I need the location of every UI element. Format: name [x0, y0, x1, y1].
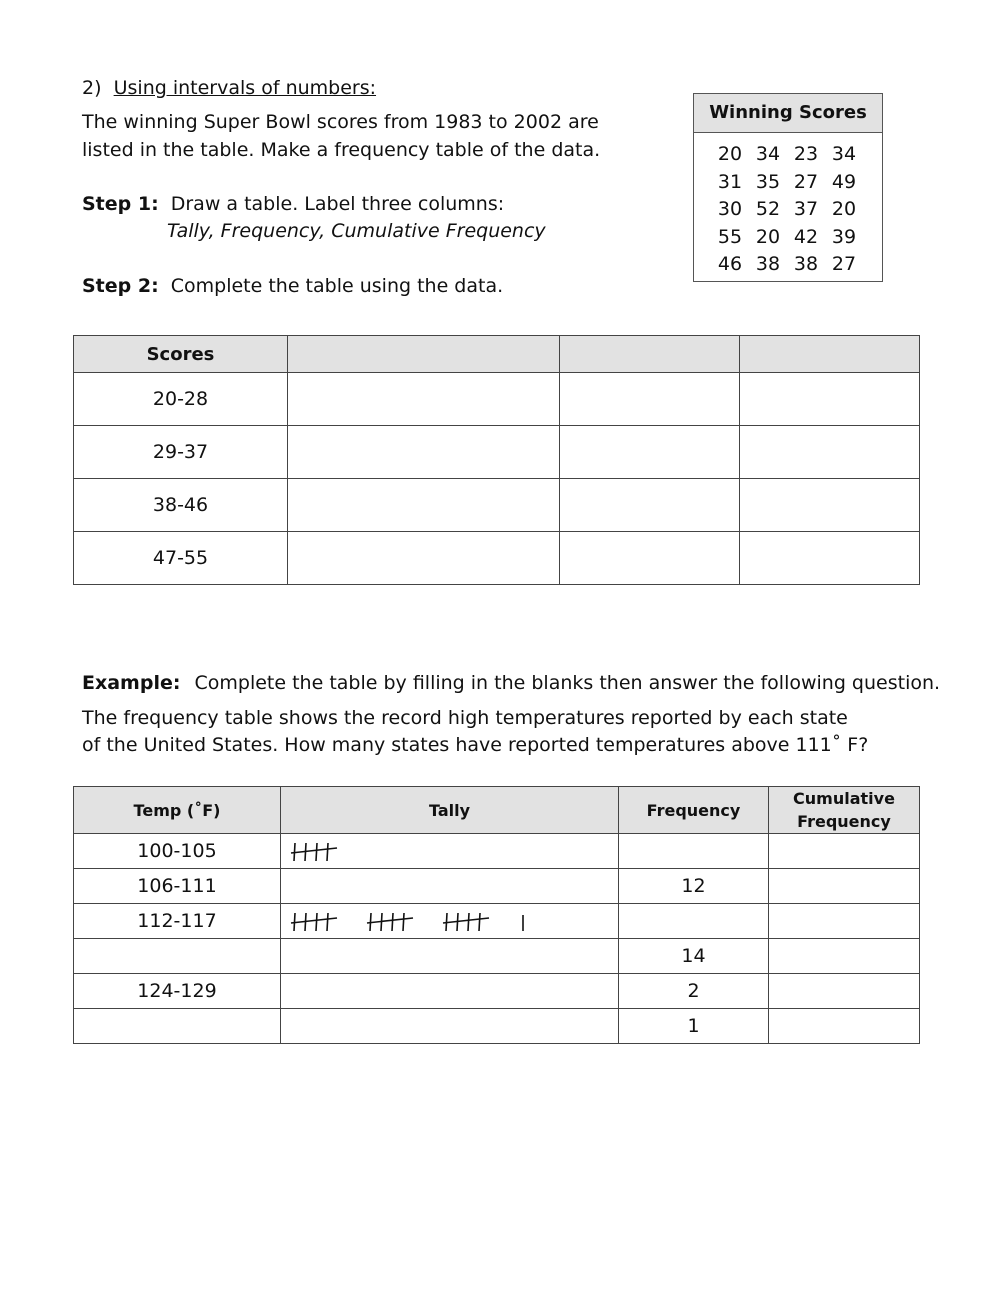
- section-heading: Using intervals of numbers:: [113, 77, 377, 99]
- tally-stroke: [316, 913, 317, 931]
- step1-text: Draw a table. Label three columns:: [170, 193, 505, 215]
- frequency-cell[interactable]: [560, 532, 740, 585]
- question-line-2: of the United States. How many states have reported temperatures above 111˚ F?: [82, 734, 869, 756]
- tally-cell[interactable]: [288, 426, 560, 479]
- intro-line-1: The winning Super Bowl scores from 1983 to 2002 are: [82, 111, 599, 133]
- blank-header-3[interactable]: [740, 336, 920, 373]
- cumulative-frequency-cell[interactable]: [769, 939, 920, 974]
- winning-scores-title: Winning Scores: [694, 94, 882, 133]
- winning-score-value: 42: [793, 225, 819, 248]
- winning-score-value: 35: [755, 170, 781, 193]
- winning-score-value: 34: [755, 143, 781, 165]
- frequency-cell: 14: [619, 939, 769, 974]
- cumulative-frequency-cell[interactable]: [769, 904, 920, 939]
- winning-score-value: 38: [755, 253, 781, 275]
- frequency-cell[interactable]: [619, 834, 769, 869]
- tally-cell: [281, 834, 619, 869]
- temp-range-cell[interactable]: [74, 939, 281, 974]
- table-row: [74, 532, 920, 585]
- cumulative-frequency-cell[interactable]: [769, 974, 920, 1009]
- temp-range-cell: 100-105: [74, 834, 281, 869]
- winning-scores-grid: [694, 133, 882, 279]
- step2-label: Step 2:: [82, 275, 159, 297]
- table-row: [74, 1009, 920, 1044]
- temp-range-cell[interactable]: [74, 1009, 281, 1044]
- score-range: 20-28: [74, 373, 288, 426]
- section-heading-line: [82, 75, 376, 102]
- tally-cell[interactable]: [281, 974, 619, 1009]
- winning-score-value: 37: [793, 198, 819, 220]
- blank-header-1[interactable]: [288, 336, 560, 373]
- tally-cross-stroke: [291, 848, 337, 853]
- table-row: [74, 869, 920, 904]
- winning-score-value: 23: [793, 143, 819, 165]
- tally-header: Tally: [281, 787, 619, 834]
- tally-stroke: [327, 913, 328, 931]
- tally-stroke: [468, 913, 469, 931]
- tally-cross-stroke: [291, 918, 337, 923]
- winning-score-value: 49: [831, 170, 857, 193]
- tally-cell[interactable]: [288, 479, 560, 532]
- frequency-cell: 1: [619, 1009, 769, 1044]
- temperature-frequency-table: [73, 786, 920, 1044]
- question-line-1: The frequency table shows the record high temperatures reported by each state: [82, 707, 848, 729]
- table-row: [74, 904, 920, 939]
- tally-marks: [289, 839, 375, 863]
- step2-line: [82, 273, 503, 300]
- intro-line-2: listed in the table. Make a frequency table of the data.: [82, 139, 601, 161]
- tally-cell[interactable]: [288, 532, 560, 585]
- frequency-cell[interactable]: [560, 426, 740, 479]
- score-range: 38-46: [74, 479, 288, 532]
- cumulative-cell[interactable]: [740, 532, 920, 585]
- frequency-cell: 12: [619, 869, 769, 904]
- temp-range-cell: 124-129: [74, 974, 281, 1009]
- tally-cell[interactable]: [281, 1009, 619, 1044]
- cumulative-frequency-cell[interactable]: [769, 834, 920, 869]
- blank-header-2[interactable]: [560, 336, 740, 373]
- frequency-header: Frequency: [619, 787, 769, 834]
- temp-header-row: [74, 787, 920, 834]
- tally-stroke: [403, 913, 404, 931]
- cumulative-cell[interactable]: [740, 426, 920, 479]
- frequency-cell: 2: [619, 974, 769, 1009]
- winning-score-value: 27: [831, 253, 857, 275]
- winning-score-value: 27: [793, 170, 819, 193]
- temp-header: Temp (˚F): [74, 787, 281, 834]
- tally-cross-stroke: [367, 918, 413, 923]
- winning-score-value: 39: [831, 225, 857, 248]
- tally-cross-stroke: [443, 918, 489, 923]
- scores-frequency-table: [73, 335, 920, 585]
- table-row: [74, 373, 920, 426]
- cumulative-cell[interactable]: [740, 373, 920, 426]
- cumulative-header-line-1: Cumulative: [793, 789, 895, 808]
- cumulative-header-line-2: Frequency: [797, 812, 891, 831]
- table-row: [74, 939, 920, 974]
- frequency-cell[interactable]: [619, 904, 769, 939]
- winning-score-value: 52: [755, 198, 781, 220]
- example-line: [82, 670, 940, 697]
- winning-scores-box: [693, 93, 883, 282]
- scores-header-row: [74, 336, 920, 373]
- scores-header: Scores: [74, 336, 288, 373]
- winning-score-value: 20: [717, 143, 743, 165]
- temp-range-cell: 112-117: [74, 904, 281, 939]
- winning-scores-row: [706, 251, 870, 279]
- tally-cell: [281, 904, 619, 939]
- table-row: [74, 974, 920, 1009]
- table-row: [74, 479, 920, 532]
- frequency-cell[interactable]: [560, 373, 740, 426]
- winning-scores-row: [706, 169, 870, 197]
- section-number: 2): [82, 77, 102, 99]
- tally-stroke: [479, 913, 480, 931]
- score-range: 29-37: [74, 426, 288, 479]
- tally-stroke: [327, 843, 328, 861]
- step1-columns: Tally, Frequency, Cumulative Frequency: [167, 220, 546, 242]
- tally-cell[interactable]: [281, 869, 619, 904]
- temp-range-cell: 106-111: [74, 869, 281, 904]
- tally-stroke: [316, 843, 317, 861]
- winning-score-value: 20: [755, 225, 781, 248]
- step1-line: [82, 191, 504, 218]
- winning-scores-row: [706, 141, 870, 169]
- table-row: [74, 834, 920, 869]
- cumulative-frequency-cell[interactable]: [769, 869, 920, 904]
- tally-cell[interactable]: [288, 373, 560, 426]
- example-instruction: Complete the table by filling in the blanks then answer the following question.: [194, 672, 941, 694]
- winning-scores-row: [706, 224, 870, 252]
- example-label: Example:: [82, 672, 181, 694]
- score-range: 47-55: [74, 532, 288, 585]
- winning-scores-row: [706, 196, 870, 224]
- frequency-cell[interactable]: [560, 479, 740, 532]
- tally-marks: [289, 909, 537, 933]
- winning-score-value: 46: [717, 253, 743, 275]
- tally-stroke: [392, 913, 393, 931]
- winning-score-value: 30: [717, 198, 743, 220]
- winning-score-value: 34: [831, 143, 857, 165]
- winning-score-value: 38: [793, 253, 819, 275]
- cumulative-frequency-cell[interactable]: [769, 1009, 920, 1044]
- tally-cell[interactable]: [281, 939, 619, 974]
- winning-score-value: 20: [831, 198, 857, 220]
- table-row: [74, 426, 920, 479]
- step1-label: Step 1:: [82, 193, 159, 215]
- winning-score-value: 31: [717, 170, 743, 193]
- cumulative-frequency-header: [769, 787, 920, 834]
- cumulative-cell[interactable]: [740, 479, 920, 532]
- winning-score-value: 55: [717, 225, 743, 248]
- step2-text: Complete the table using the data.: [170, 275, 504, 297]
